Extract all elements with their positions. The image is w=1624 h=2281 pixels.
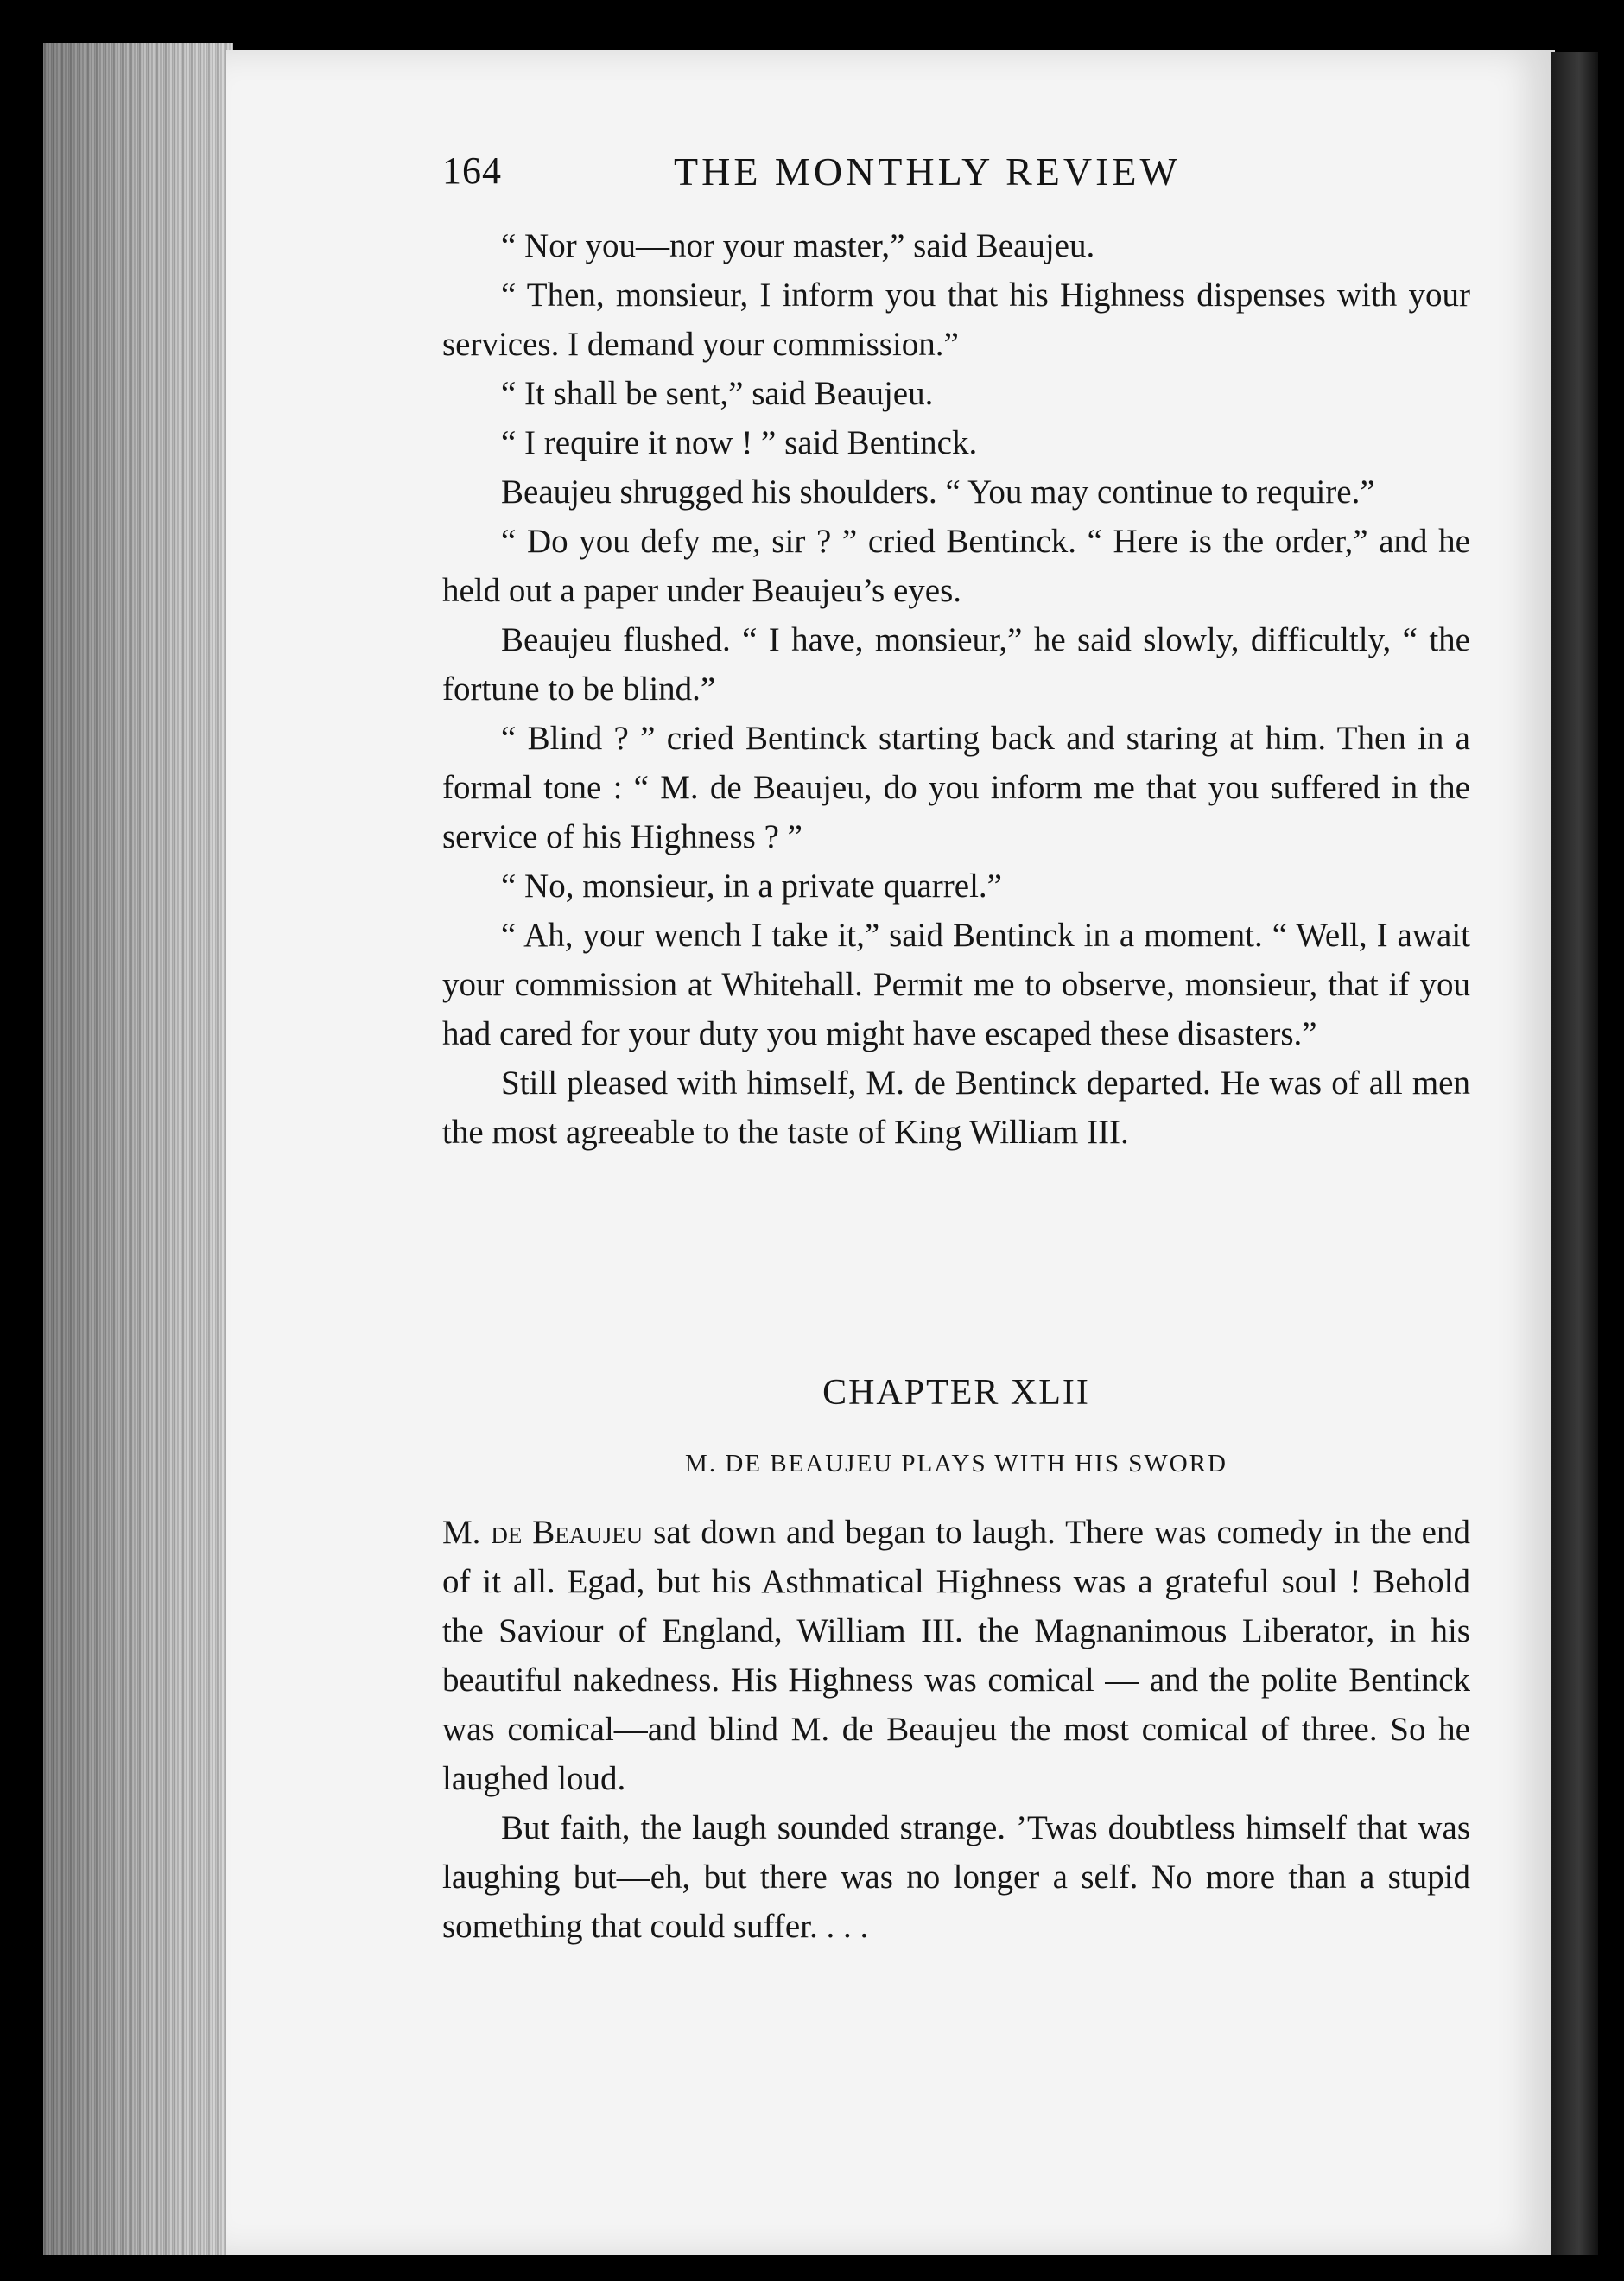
page-number: 164 [442,149,502,192]
opening-rest: sat down and began to laugh. There was comedy in the end of it all. Egad, but his Asthmatical Highness was a grateful soul ! Behold the Saviour of England, William III. the Magnanimous Liberator, in his beautiful nakedness. His Highness was comical — and the polite Bentinck was comical—and blind M. de Beaujeu the most comical of three. So he laughed loud. [442,1514,1470,1797]
chapter-subtitle: M. DE BEAUJEU PLAYS WITH HIS SWORD [685,1450,1228,1477]
chapter-text [442,1508,1470,1951]
paragraph: Still pleased with himself, M. de Bentinck departed. He was of all men the most agreeable to the taste of King William III. [442,1064,1470,1151]
paragraph: Beaujeu flushed. “ I have, monsieur,” he said slowly, difficultly, “ the fortune to be blind.” [442,621,1470,708]
chapter-header [442,1372,1470,1478]
running-head [442,149,1470,200]
paragraph: “ Ah, your wench I take it,” said Bentinck in a moment. “ Well, I await your commission at Whitehall. Permit me to observe, monsieur, that if you had cared for your duty you might have escaped these disasters.” [442,917,1470,1052]
paragraph: “ Then, monsieur, I inform you that his Highness dispenses with your services. I demand your commission.” [442,276,1470,363]
paragraph: “ Nor you—nor your master,” said Beaujeu. [501,227,1095,264]
book-gutter [1551,52,1598,2255]
page-edges-shade [43,43,233,2255]
paragraph: Beaujeu shrugged his shoulders. “ You may continue to require.” [501,473,1375,511]
paragraph: “ No, monsieur, in a private quarrel.” [501,867,1002,905]
running-title: THE MONTHLY REVIEW [674,149,1181,194]
paragraph: But faith, the laugh sounded strange. ’Twas doubtless himself that was laughing but—eh, but there was no longer a self. No more than a stupid something that could suffer. . . . [442,1809,1470,1945]
paragraph: “ It shall be sent,” said Beaujeu. [501,375,934,412]
chapter-heading: CHAPTER XLII [822,1373,1090,1413]
chapter-opening-paragraph [442,1508,1470,1803]
opening-smallcaps: M. de Beaujeu [442,1514,644,1551]
paragraph: “ Do you defy me, sir ? ” cried Bentinck. “ Here is the order,” and he held out a paper under Beaujeu’s eyes. [442,523,1470,609]
paragraph: “ I require it now ! ” said Bentinck. [501,424,978,461]
body-text [442,221,1470,1157]
paragraph: “ Blind ? ” cried Bentinck starting back and staring at him. Then in a formal tone : “ M. de Beaujeu, do you inform me that you suffered in the service of his Highness ? ” [442,720,1470,855]
